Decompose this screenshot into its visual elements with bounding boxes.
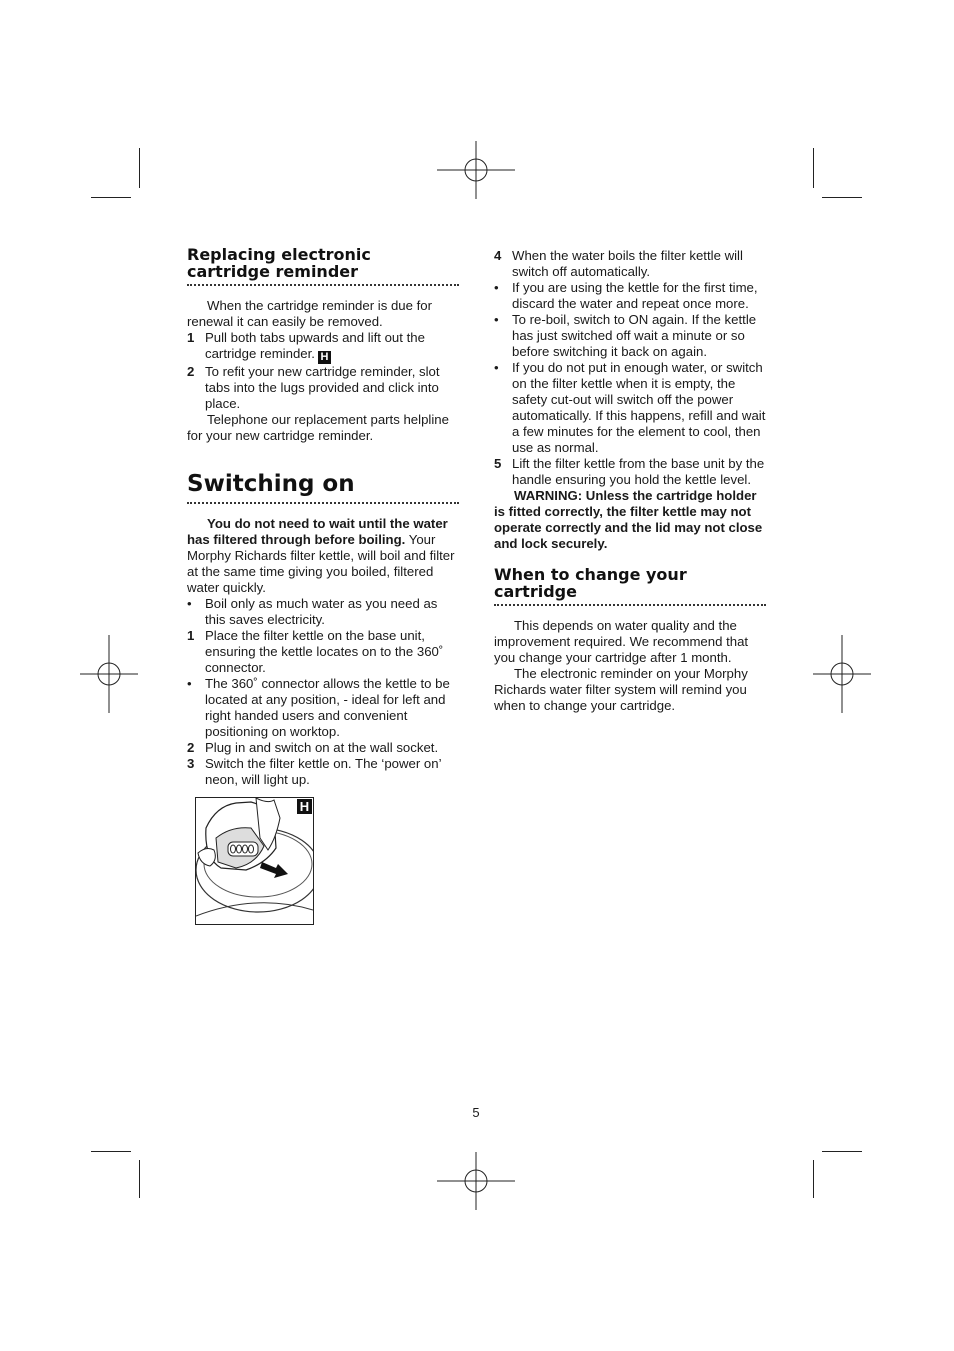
step-marker: 3 [187, 756, 195, 771]
switching-intro: You do not need to wait until the water has filtered through before boiling. Your Morphy Richards filter kettle, will boil and filter at the same time giving you boiled, filtered water quickly. [187, 516, 455, 595]
figure-h-badge: H [318, 351, 331, 364]
step-marker: 5 [494, 456, 502, 471]
crop-mark [91, 197, 131, 198]
change-paragraph: The electronic reminder on your Morphy Richards water filter system will remind you when to change your cartridge. [494, 666, 748, 713]
step-marker: 1 [187, 628, 195, 643]
crop-mark [813, 1160, 814, 1198]
bullet-item [187, 676, 459, 740]
item-text: When the water boils the filter kettle will switch off automatically. [512, 248, 743, 279]
item-text: The 360˚ connector allows the kettle to be located at any position, - ideal for left and right handed users and convenient positioning on worktop. [205, 676, 450, 739]
replacing-intro: When the cartridge reminder is due for renewal it can easily be removed. [187, 298, 433, 329]
step-marker: 2 [187, 740, 195, 755]
step-marker: 1 [187, 330, 195, 345]
registration-mark-icon [70, 635, 148, 713]
figure-h-illustration [195, 797, 314, 925]
numbered-step [187, 740, 459, 756]
crop-mark [139, 1160, 140, 1198]
change-heading: When to change your cartridge [494, 566, 766, 606]
crop-mark [91, 1151, 131, 1152]
replacing-helpline: Telephone our replacement parts helpline for your new cartridge reminder. [187, 412, 449, 443]
replacing-heading: Replacing electronic cartridge reminder [187, 246, 459, 286]
crop-mark [822, 197, 862, 198]
replacing-step [187, 364, 459, 412]
bullet-item [494, 360, 766, 456]
figure-label: H [297, 799, 312, 814]
crop-mark [139, 148, 140, 188]
crop-mark [813, 148, 814, 188]
change-paragraph: This depends on water quality and the improvement required. We recommend that you change your cartridge after 1 month. [494, 618, 749, 665]
step-text: To refit your new cartridge reminder, slot tabs into the lugs provided and click into place. [205, 364, 440, 411]
numbered-step [494, 456, 766, 488]
step-marker: 4 [494, 248, 502, 263]
item-text: Boil only as much water as you need as this saves electricity. [205, 596, 438, 627]
step-text: Pull both tabs upwards and lift out the cartridge reminder. H [205, 330, 425, 363]
bullet-marker: • [187, 596, 192, 611]
bullet-marker: • [494, 360, 499, 375]
replacing-step [187, 330, 459, 364]
item-text: If you are using the kettle for the first time, discard the water and repeat once more. [512, 280, 758, 311]
switching-heading: Switching on [187, 470, 459, 504]
registration-mark-icon [437, 1142, 515, 1220]
bullet-item [494, 280, 766, 312]
numbered-step [187, 628, 459, 676]
switching-list [187, 596, 459, 788]
bullet-item [494, 312, 766, 360]
step-marker: 2 [187, 364, 195, 379]
registration-mark-icon [437, 131, 515, 209]
bullet-marker: • [494, 280, 499, 295]
cartridge-removal-illustration [196, 798, 313, 924]
bullet-marker: • [494, 312, 499, 327]
right-list [494, 248, 766, 488]
warning-text: WARNING: Unless the cartridge holder is fitted correctly, the filter kettle may not operate correctly and the lid may not close and lock securely. [494, 488, 763, 551]
item-text: Switch the filter kettle on. The ‘power on’ neon, will light up. [205, 756, 442, 787]
crop-mark [822, 1151, 862, 1152]
registration-mark-icon [803, 635, 881, 713]
bullet-item [187, 596, 459, 628]
bullet-marker: • [187, 676, 192, 691]
item-text: Lift the filter kettle from the base unit by the handle ensuring you hold the kettle level. [512, 456, 765, 487]
item-text: To re-boil, switch to ON again. If the kettle has just switched off wait a minute or so before switching it back on again. [512, 312, 757, 359]
page-number: 5 [472, 1105, 480, 1120]
item-text: Plug in and switch on at the wall socket. [205, 740, 439, 755]
item-text: If you do not put in enough water, or switch on the filter kettle when it is empty, the safety cut-out will switch off the power automatically. If this happens, refill and wait a few minutes for the element to cool, then use as normal. [512, 360, 766, 455]
right-column [494, 248, 766, 714]
left-column [187, 246, 459, 788]
numbered-step [187, 756, 459, 788]
numbered-step [494, 248, 766, 280]
item-text: Place the filter kettle on the base unit, ensuring the kettle locates on to the 360˚ connector. [205, 628, 444, 675]
